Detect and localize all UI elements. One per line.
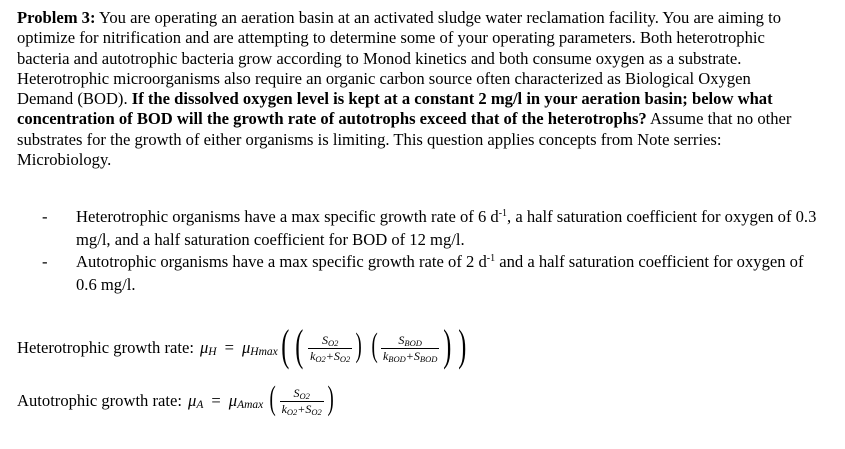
bod-monod-fraction xyxy=(381,334,439,363)
open-paren-outer: ( xyxy=(281,321,290,370)
close-paren-bod: ) xyxy=(443,321,452,370)
bullet-dash: - xyxy=(42,252,48,271)
list-item-heterotrophic xyxy=(17,206,817,251)
open-paren-bod: ( xyxy=(371,327,378,364)
oxygen-monod-fraction xyxy=(280,387,324,416)
fraction-denominator: $k_{O2}+S_{O2}$ xyxy=(310,348,351,364)
mumax-subscript: Amax xyxy=(237,399,264,411)
mumax-symbol: μ xyxy=(228,391,238,410)
problem-text-intro: You are operating an aeration basin at an activated sludge water reclamation facility. You are aiming to optimize for nitrification and are attempting to determine some of your operating parameters. Both heterotrophic bacteria and autotrophic bacteria grow according to Monod kinetics and both consume oxygen as a substrate. Heterotrophic microorganisms also require an organic carbon source often characterized as Biological Oxygen Demand (BOD). xyxy=(17,8,781,109)
open-paren: ( xyxy=(269,380,277,417)
problem-question: If the dissolved oxygen level is kept at a constant 2 mg/l in your aeration basin; below what concentration of BOD will the growth rate of autotrophs exceed that of the heterotrophs? xyxy=(17,89,773,129)
open-paren-inner: ( xyxy=(295,321,304,370)
equals-sign: = xyxy=(224,338,234,357)
autotrophic-params-text-cont: and a half saturation coefficient for oxygen of 0.6 mg/l. xyxy=(76,252,804,294)
mu-subscript: H xyxy=(208,346,217,358)
autotrophic-params-text: Autotrophic organisms have a max specific growth rate of 2 d xyxy=(76,252,487,271)
equation-label: Autotrophic growth rate: xyxy=(17,391,182,410)
mumax-symbol: μ xyxy=(241,338,251,357)
mumax-subscript: Hmax xyxy=(250,346,278,358)
close-paren: ) xyxy=(327,380,334,417)
mu-subscript: A xyxy=(196,399,204,411)
mu-symbol: μ xyxy=(187,391,197,410)
heterotrophic-params-text-cont: , a half saturation coefficient for oxygen of 0.3 mg/l, and a half saturation coefficient for BOD of 12 mg/l. xyxy=(76,207,817,249)
exponent: -1 xyxy=(486,253,496,264)
problem-heading: Problem 3: xyxy=(17,8,96,27)
exponent: -1 xyxy=(498,208,508,219)
fraction-denominator: $k_{BOD}+S_{BOD}$ xyxy=(382,348,438,364)
problem-text-assumptions: Assume that no other substrates for the growth of either organisms is limiting. This question applies concepts from Note serries: Microbiology. xyxy=(17,109,792,170)
fraction-numerator: $S_{O2}$ xyxy=(321,332,339,348)
heterotrophic-growth-equation xyxy=(17,321,470,370)
close-paren-outer: ) xyxy=(458,321,467,370)
fraction-numerator: $S_{O2}$ xyxy=(293,385,310,401)
given-parameters-list xyxy=(17,206,817,296)
fraction-denominator: $k_{O2}+S_{O2}$ xyxy=(281,401,322,417)
oxygen-monod-fraction xyxy=(308,334,352,363)
bullet-dash: - xyxy=(42,207,48,226)
equals-sign: = xyxy=(211,391,221,410)
heterotrophic-params-text: Heterotrophic organisms have a max specific growth rate of 6 d xyxy=(76,207,499,226)
equation-label: Heterotrophic growth rate: xyxy=(17,338,194,357)
problem-statement xyxy=(17,8,807,170)
fraction-numerator: $S_{BOD}$ xyxy=(398,332,422,348)
list-item-autotrophic xyxy=(17,251,817,296)
mu-symbol: μ xyxy=(199,338,209,357)
autotrophic-growth-equation xyxy=(17,380,336,418)
close-paren-inner: ) xyxy=(355,327,363,364)
